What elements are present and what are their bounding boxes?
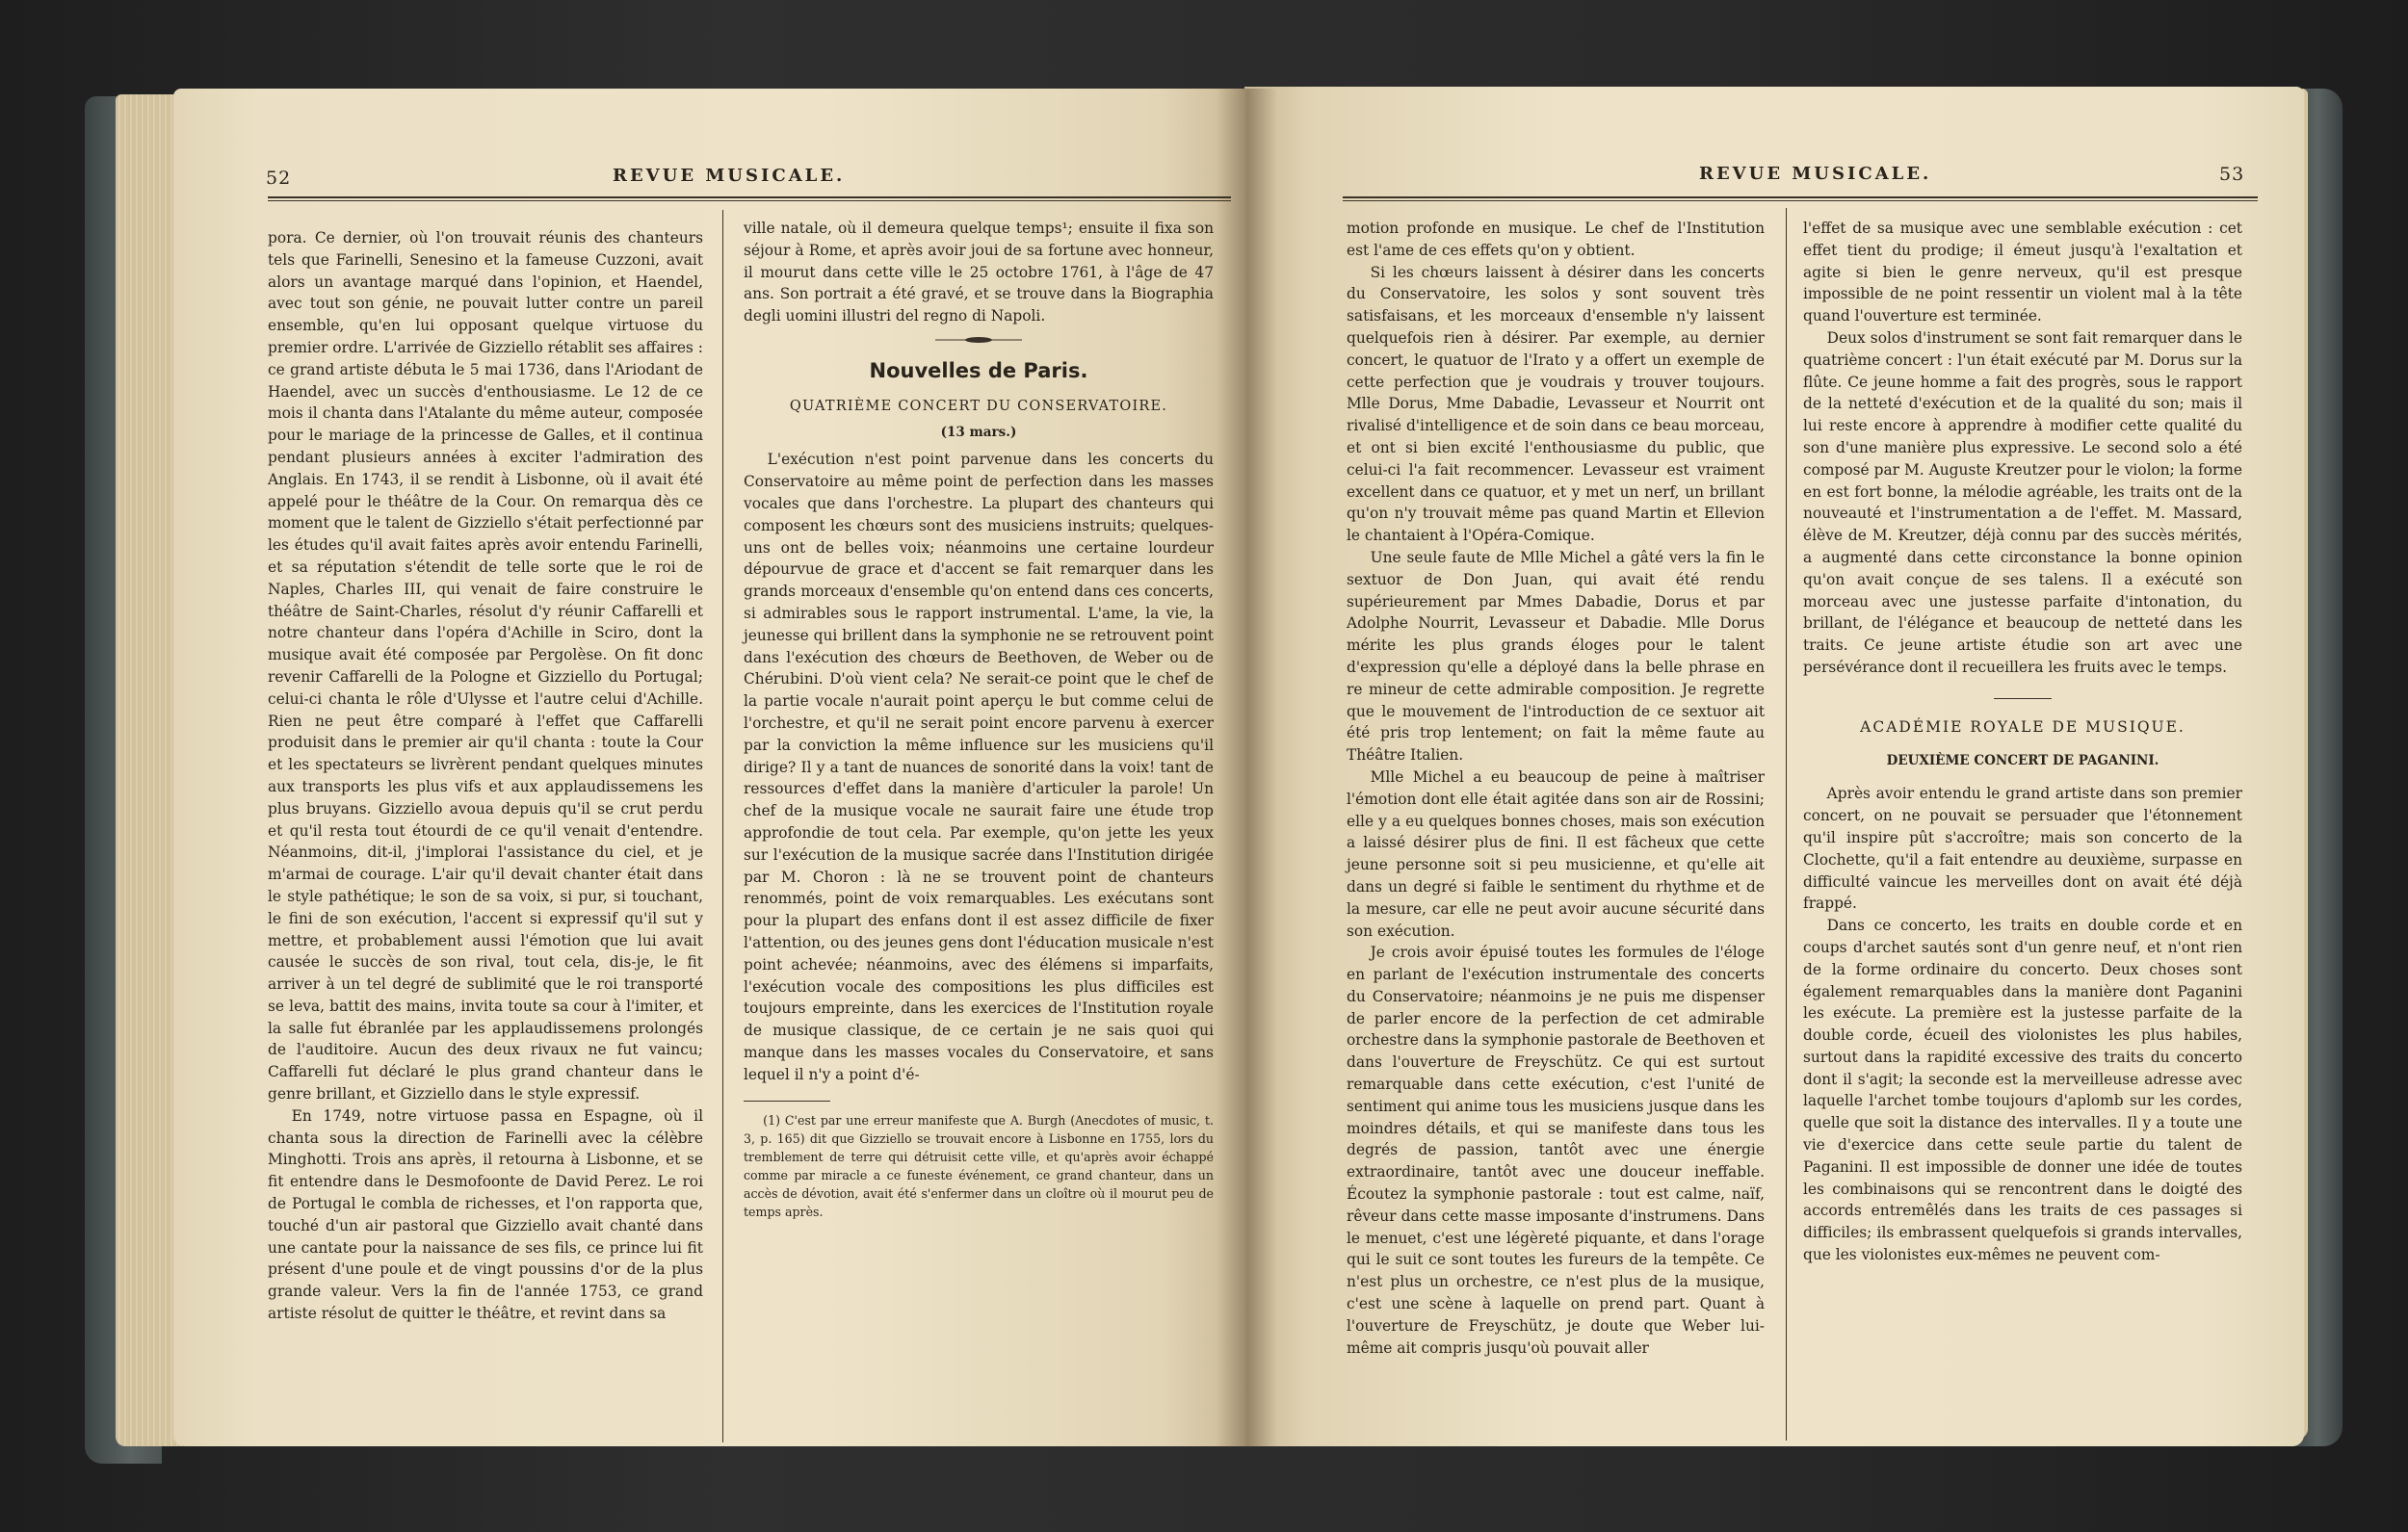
left-column-divider bbox=[722, 210, 723, 1442]
concert-date: (13 mars.) bbox=[940, 424, 1017, 440]
concert-title: QUATRIÈME CONCERT DU CONSERVATOIRE. bbox=[789, 398, 1168, 414]
paragraph: Après avoir entendu le grand artiste dans son premier concert, on ne pouvait se persuader que l'étonnement qu'il inspire pût s'accroître; mais son concerto de la Clochette, qu'il a fait entendre au deuxième, surpasse en difficulté vaincue les merveilles dont on avait été déjà frappé. bbox=[1803, 785, 2242, 913]
left-page bbox=[173, 89, 1244, 1446]
academie-title: ACADÉMIE ROYALE DE MUSIQUE. bbox=[1860, 717, 2186, 736]
right-header-rule bbox=[1343, 196, 2258, 201]
right-page-column-2 bbox=[1803, 218, 2242, 1266]
paragraph: pora. Ce dernier, où l'on trouvait réunis des chanteurs tels que Farinelli, Senesino et la fameuse Cuzzoni, avait alors un avantage marqué dans l'opinion, et Haendel, avec tout son génie, ne pouvait lutter contre un pareil ensemble, qu'en lui opposant quelque virtuose du premier ordre. L'arrivée de Gizziello rétablit ses affaires : ce grand artiste débuta le 5 mai 1736, dans l'Ariodant de Haendel, avec un succès d'enthousiasme. Le 12 de ce mois il chanta dans l'Atalante du même auteur, composée pour le mariage de la princesse de Galles, et il continua pendant plusieurs années à exciter l'admiration des Anglais. En 1743, il se rendit à Lisbonne, où il avait été appelé pour le théâtre de la Cour. On remarqua dès ce moment que le talent de Gizziello s'était perfectionné par les études qu'il avait faites après avoir entendu Farinelli, et sa réputation s'étendit de telle sorte que le roi de Naples, Charles III, qui venait de faire construire le théâtre de Saint-Charles, résolut d'y réunir Caffarelli et notre chanteur dans l'opéra d'Achille in Sciro, dont la musique avait été composée par Pergolèse. On fit donc revenir Caffarelli de la Pologne et Gizziello du Portugal; celui-ci chanta le rôle d'Ulysse et l'autre celui d'Achille. Rien ne peut être comparé à l'effet que Caffarelli produisit dans le premier air qu'il chanta : toute la Cour et les spectateurs se livrèrent pendant quelques minutes aux transports les plus vifs et aux applaudissemens les plus bruyans. Gizziello avoua depuis qu'il se crut perdu et qu'il resta tout étourdi de ce qu'il venait d'entendre. Néanmoins, dit-il, j'implorai l'assistance du ciel, et je m'armai de courage. L'air qu'il devait chanter était dans le style pathétique; le son de sa voix, si pur, si touchant, le fini de son exécution, l'accent si expressif qu'il sut y mettre, et probablement aussi l'émotion que lui avait causée le succès de son rival, tout cela, dis-je, le fit arriver à un tel degré de sublimité que le roi transporté se leva, battit des mains, invita toute sa cour à l'imiter, et la salle fut ébranlée par les applaudissemens prolongés de l'auditoire. Aucun des deux rivaux ne fut vaincu; Caffarelli fut déclaré le plus grand chanteur dans le genre brillant, et Gizziello dans le style expressif. bbox=[268, 229, 703, 1104]
paragraph: Deux solos d'instrument se sont fait remarquer dans le quatrième concert : l'un était exécuté par M. Dorus sur la flûte. Ce jeune homme a fait des progrès, sous le rapport de la netteté d'exécution et de la qualité du son; mais il lui reste encore à apprendre à modifier cette qualité du son d'une manière plus expressive. Le second solo a été composé par M. Auguste Kreutzer pour le violon; la forme en est fort bonne, la mélodie agréable, les traits ont de la nouveauté et l'instrumentation a de l'effet. M. Massard, élève de M. Kreutzer, déjà connu par des succès mérités, a augmenté dans cette circonstance la bonne opinion qu'on avait conçue de ses talens. Il a exécuté son morceau avec une justesse parfaite d'intonation, du brillant, de l'élégance et beaucoup de netteté dans les traits. Ce jeune artiste étudie son art avec une persévérance dont il recueillera les fruits avec le temps. bbox=[1803, 328, 2242, 676]
ornament-divider bbox=[935, 335, 1022, 345]
paragraph: Si les chœurs laissent à désirer dans les concerts du Conservatoire, les solos y sont souvent très satisfaisans, et les morceaux d'ensemble n'y laissent quelquefois rien à désirer. Par exemple, au dernier concert, le quatuor de l'Irato y a offert un exemple de cette perfection que je voudrais y trouver toujours. Mlle Dorus, Mme Dabadie, Levasseur et Nourrit ont rivalisé d'intelligence et de soin dans ce beau morceau, et ont si bien excité l'enthousiasme du public, que celui-ci l'a fait recommencer. Levasseur est vraiment excellent dans ce quatuor, et y met un nerf, un brillant qu'on n'y trouvait même pas quand Martin et Ellevion le chantaient à l'Opéra-Comique. bbox=[1347, 263, 1765, 545]
paragraph: L'exécution n'est point parvenue dans les concerts du Conservatoire au même point de perfection dans les masses vocales que dans l'orchestre. La plupart des chanteurs qui composent les chœurs sont des musiciens instruits; quelques-uns ont de belles voix; néanmoins une certaine lourdeur dépourvue de grace et d'accent se fait remarquer dans les grands morceaux d'ensemble qu'on entend dans ces concerts, si admirables sous le rapport instrumental. L'ame, la vie, la jeunesse qui brillent dans la symphonie ne se retrouvent point dans l'exécution des chœurs de Beethoven, de Weber ou de Chérubini. D'où vient cela? Ne serait-ce point que le chef de la partie vocale n'aurait point aperçu le but comme celui de l'orchestre, et qu'il ne serait point encore parvenu à exercer par la conviction la même influence sur les musiciens qu'il dirige? Il y a tant de nuances de sonorité dans la voix! tant de ressources d'effet dans la manière d'articuler la parole! Un chef de la musique vocale ne saurait faire une étude trop approfondie de tout cela. Par exemple, qu'on jette les yeux sur l'exécution de la musique sacrée dans l'Institution dirigée par M. Choron : là ne se trouvent point de chanteurs renommés, point de voix remarquables. Les exécutans sont pour la plupart des enfans dont il est assez difficile de fixer l'attention, ou des jeunes gens dont l'éducation musicale n'est point achevée; néanmoins, avec des élémens si imparfaits, l'exécution vocale des compositions les plus difficiles est toujours empreinte, dans les exercices de l'Institution royale de musique classique, de ce certain je ne sais quoi qui manque dans les masses vocales du Conservatoire, et sans lequel il n'y a point d'é- bbox=[744, 451, 1214, 1083]
right-page-number: 53 bbox=[2219, 164, 2245, 185]
paragraph: Dans ce concerto, les traits en double corde et en coups d'archet sautés sont d'un genre neuf, et n'ont rien de la forme ordinaire du concerto. Deux choses sont également remarquables dans la manière dont Paganini les exécute. La première est la justesse parfaite de la double corde, écueil des violonistes les plus habiles, surtout dans la rapidité excessive des traits du concerto dont il s'agit; la seconde est la merveilleuse adresse avec laquelle l'archet tombe toujours d'aplomb sur les cordes, quelle que soit la distance des intervalles. Il y a toute une vie d'exercice dans cette seule partie du talent de Paganini. Il est impossible de donner une idée de toutes les combinaisons qui se rencontrent dans le doigté des accords entremêlés dans les traits de ces passages si difficiles; ils embrassent quelquefois si grands intervalles, que les violonistes eux-mêmes ne peuvent com- bbox=[1803, 917, 2242, 1264]
left-running-title: REVUE MUSICALE. bbox=[613, 166, 846, 186]
right-page bbox=[1244, 87, 2304, 1446]
paragraph: Je crois avoir épuisé toutes les formules de l'éloge en parlant de l'exécution instrumentale des concerts du Conservatoire; néanmoins je ne puis me dispenser de parler encore de la perfection de cet admirable orchestre dans la symphonie pastorale de Beethoven et dans l'ouverture de Freyschütz. Ce qui est surtout remarquable dans cette exécution, c'est l'unité de sentiment qui anime tous les musiciens jusque dans les moindres détails, et qui se manifeste dans tous les degrés de passion, tantôt avec une énergie extraordinaire, tantôt avec une douceur ineffable. Écoutez la symphonie pastorale : tout est calme, naïf, rêveur dans cette masse imposante d'instrumens. Dans le menuet, c'est une légèreté piquante, et dans l'orage qui le suit ce sont toutes les fureurs de la tempête. Ce n'est plus un orchestre, ce n'est plus de la musique, c'est une scène à laquelle on prend part. Quant à l'ouverture de Freyschütz, je doute que Weber lui-même ait compris jusqu'où pouvait aller bbox=[1347, 944, 1765, 1357]
paragraph: l'effet de sa musique avec une semblable exécution : cet effet tient du prodige; il émeut jusqu'à l'exaltation et agite si bien le genre nerveux, qu'il est presque impossible de ne point ressentir un violent mal à la tête quand l'ouverture est terminée. bbox=[1803, 220, 2242, 325]
paragraph: motion profonde en musique. Le chef de l'Institution est l'ame de ces effets qu'on y obtient. bbox=[1347, 220, 1765, 259]
right-running-title: REVUE MUSICALE. bbox=[1699, 164, 1932, 184]
left-page-column-1 bbox=[268, 227, 703, 1325]
book-gutter-shadow bbox=[1216, 89, 1277, 1446]
paragraph: En 1749, notre virtuose passa en Espagne, où il chanta sous la direction de Farinelli avec la célèbre Minghotti. Trois ans après, il retourna à Lisbonne, et se fit entendre dans le Desmofoonte de David Perez. Le roi de Portugal le combla de richesses, et l'on rapporta que, touché d'un air pastoral que Gizziello avait chanté dans une cantate pour la naissance de ses fils, ce prince lui fit présent d'une poule et de vingt poussins d'or de la plus grande valeur. Vers la fin de l'année 1753, ce grand artiste résolut de quitter le théâtre, et revint dans sa bbox=[268, 1106, 703, 1323]
paragraph: Mlle Michel a eu beaucoup de peine à maîtriser l'émotion dont elle était agitée dans son air de Rossini; elle y a eu quelques bonnes choses, mais son exécution a laissé désirer plus de fini. Il est fâcheux que cette jeune personne soit si peu musicienne, et qu'elle ait dans un degré si faible le sentiment du rhythme et de la mesure, car elle ne peut avoir aucune sécurité dans son exécution. bbox=[1347, 767, 1765, 940]
paragraph: ville natale, où il demeura quelque temps¹; ensuite il fixa son séjour à Rome, et après avoir joui de sa fortune avec honneur, il mourut dans cette ville le 25 octobre 1761, à l'âge de 47 ans. Son portrait a été gravé, et se trouve dans la Biographia degli uomini illustri del regno di Napoli. bbox=[744, 220, 1214, 325]
right-page-column-1 bbox=[1347, 218, 1765, 1359]
section-separator bbox=[1994, 698, 2052, 699]
footnote-rule bbox=[744, 1101, 830, 1102]
paragraph: Une seule faute de Mlle Michel a gâté vers la fin le sextuor de Don Juan, qui avait été rendu supérieurement par Mmes Dabadie, Dorus et par Adolphe Nourrit, Levasseur et Dabadie. Mlle Dorus mérite les plus grands éloges pour le talent d'expression qu'elle a déployé dans la belle phrase en re mineur de cette admirable composition. Je regrette que le mouvement de l'introduction de ce sextuor ait été pris trop lentement; on fait la même faute au Théâtre Italien. bbox=[1347, 548, 1765, 765]
left-page-column-2 bbox=[744, 218, 1214, 1221]
right-column-divider bbox=[1786, 208, 1787, 1441]
footnote: (1) C'est par une erreur manifeste que A. Burgh (Anecdotes of music, t. 3, p. 165) dit que Gizziello se trouvait encore à Lisbonne en 1755, lors du tremblement de terre qui détruisit cette ville, et qu'après avoir échappé comme par miracle a ce funeste événement, ce grand chanteur, dans un accès de dévotion, avait été s'enfermer dans un cloître où il mourut peu de temps après. bbox=[744, 1113, 1214, 1220]
section-title: Nouvelles de Paris. bbox=[869, 358, 1088, 382]
paganini-title: DEUXIÈME CONCERT DE PAGANINI. bbox=[1886, 752, 2159, 768]
left-header-rule bbox=[268, 196, 1231, 201]
left-page-number: 52 bbox=[266, 168, 292, 189]
